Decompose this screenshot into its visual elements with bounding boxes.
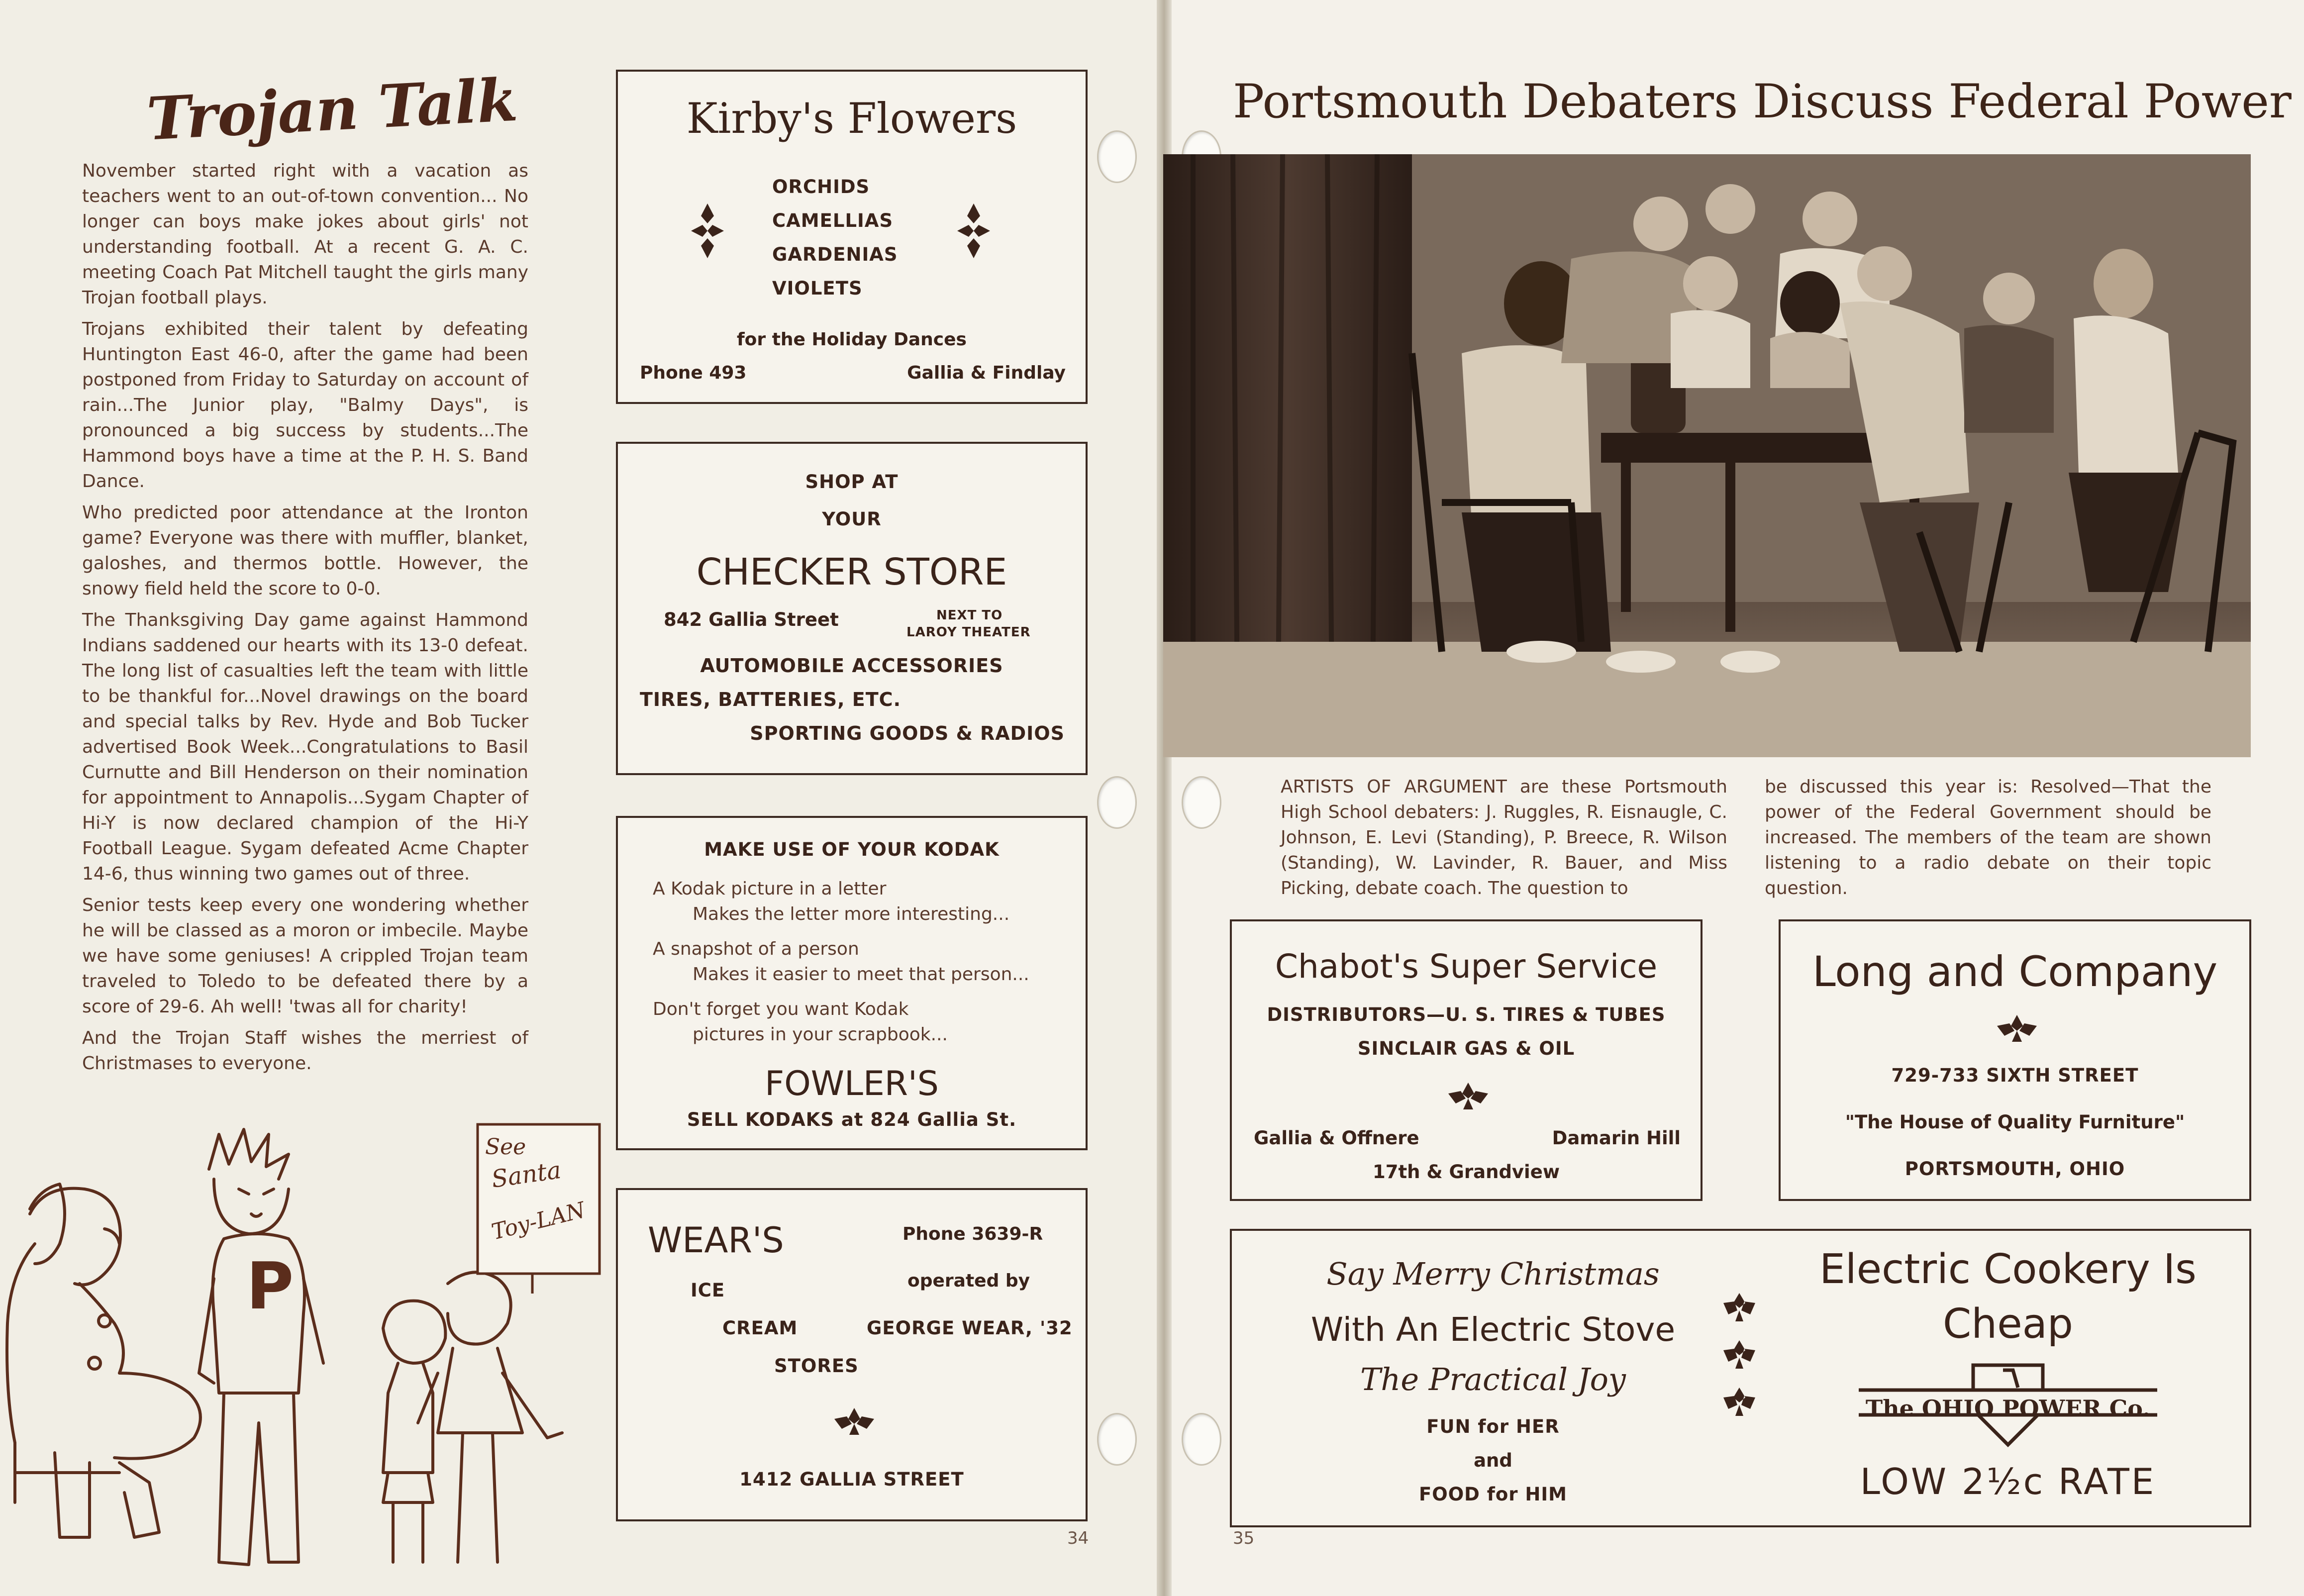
sign-text: See — [485, 1134, 526, 1160]
ad-line: A snapshot of a person — [653, 939, 859, 959]
paragraph: And the Trojan Staff wishes the merriest of Christmases to everyone. — [82, 1028, 528, 1074]
ad-phone: Phone 3639-R — [902, 1224, 1043, 1244]
ad-title: Kirby's Flowers — [686, 94, 1017, 143]
sweater-letter: P — [246, 1248, 294, 1324]
sign-text: Santa — [490, 1156, 563, 1194]
ad-slogan: "The House of Quality Furniture" — [1845, 1111, 2185, 1133]
leaf-ornament-icon — [829, 1404, 879, 1439]
ad-line: FOOD for HIM — [1419, 1484, 1567, 1505]
ad-line: GEORGE WEAR, '32 — [867, 1317, 1073, 1339]
ad-next-to: LAROY THEATER — [906, 625, 1031, 640]
wears-ice-cream-ad — [616, 1188, 1088, 1521]
kirbys-flowers-ad — [616, 70, 1088, 404]
ad-script: The Practical Joy — [1360, 1361, 1626, 1397]
paragraph: Trojans exhibited their talent by defeating Huntington East 46-0, after the game had been postponed from Friday to Saturday on account of rain...The Junior play, "Balmy Days", is pronounced a big success by students...The Hammond boys have a time at the P. H. S. Band Dance. — [82, 319, 528, 492]
ad-phone: Phone 493 — [640, 363, 747, 383]
binder-hole-icon — [1097, 776, 1137, 829]
paragraph: Who predicted poor attendance at the Ironton game? Everyone was there with muffler, blanket, galoshes, and thermos bottle. However, the snowy field held the score to 0-0. — [82, 502, 528, 599]
page-number: 35 — [1233, 1528, 1255, 1548]
column-title: Trojan Talk — [145, 65, 519, 154]
ad-address: 729-733 SIXTH STREET — [1891, 1065, 2139, 1086]
paragraph: The Thanksgiving Day game against Hammond Indians saddened our hearts with its 13-0 defeat. The long list of casualties left the team with little to be thankful for...Novel drawings on the board and special talks by Rev. Hyde and Bob Tucker advertised Book Week...Congratulations to Basil Curnutte and Bill Henderson on their nomination for appointment to Annapolis...Sygam Chapter of Hi-Y is now declared champion of the Hi-Y Football League. Sygam defeated Acme Chapter 14-6, thus winning two games out of three. — [82, 610, 528, 884]
ad-line: Makes it easier to meet that person... — [693, 964, 1029, 985]
flower-ornament-icon — [690, 201, 725, 261]
ad-line: and — [1474, 1450, 1512, 1471]
trojan-talk-column — [82, 158, 528, 1082]
ad-item: GARDENIAS — [772, 244, 898, 265]
ad-line: With An Electric Stove — [1310, 1310, 1676, 1349]
ad-line: Makes the letter more interesting... — [693, 904, 1010, 924]
leaf-column-ornament-icon — [1719, 1291, 1759, 1440]
santa-cartoon-illustration — [0, 1114, 602, 1577]
ad-line: AUTOMOBILE ACCESSORIES — [700, 655, 1003, 677]
paragraph: Senior tests keep every one wondering whether he will be classed as a moron or imbecile. Maybe we have some geniuses! A crippled Trojan team traveled to Toledo to be defeated there by a score of 29-6. Ah well! 'twas all for charity! — [82, 895, 528, 1017]
sign-text: Toy-LAN — [489, 1197, 588, 1245]
ad-line: FUN for HER — [1426, 1416, 1560, 1437]
ad-city: PORTSMOUTH, OHIO — [1904, 1158, 2125, 1180]
ad-location: 17th & Grandview — [1372, 1161, 1560, 1183]
ad-line: SHOP AT — [805, 471, 899, 493]
ad-line: STORES — [774, 1355, 859, 1377]
ad-item: ORCHIDS — [772, 176, 870, 198]
leaf-ornament-icon — [1992, 1011, 2042, 1046]
ad-line: TIRES, BATTERIES, ETC. — [640, 689, 901, 710]
ad-location: Gallia & Offnere — [1254, 1127, 1419, 1149]
ad-line: A Kodak picture in a letter — [653, 879, 887, 899]
ad-title: FOWLER'S — [765, 1064, 939, 1103]
paragraph: November started right with a vacation as teachers went to an out-of-town convention... No longer can boys make jokes about girls' not understanding football. At a recent G. A. C. meeting Coach Pat Mitchell taught the girls many Trojan football plays. — [82, 161, 528, 308]
ad-address: Gallia & Findlay — [907, 363, 1066, 383]
long-and-company-ad — [1779, 919, 2251, 1201]
ad-line: SINCLAIR GAS & OIL — [1357, 1038, 1575, 1059]
page-number: 34 — [1067, 1528, 1089, 1548]
ad-headline: Cheap — [1943, 1300, 2073, 1348]
ad-line: SPORTING GOODS & RADIOS — [750, 722, 1065, 744]
ad-headline: Electric Cookery Is — [1819, 1246, 2197, 1293]
flower-ornament-icon — [956, 201, 991, 261]
photo-caption-left: ARTISTS OF ARGUMENT are these Portsmouth High School debaters: J. Ruggles, R. Eisnaugle, C. Johnson, E. Levi (Standing), P. Breece, R. Wilson (Standing), W. Lavinder, R. Bauer, and Miss Picking, debate coach. The question to — [1281, 777, 1727, 898]
binder-hole-icon — [1097, 1413, 1137, 1466]
fowlers-kodak-ad — [616, 816, 1088, 1150]
ad-line: Don't forget you want Kodak — [653, 999, 909, 1019]
ad-next-to: NEXT TO — [936, 608, 1003, 623]
logo-text: The OHIO POWER Co. — [1865, 1395, 2151, 1422]
ad-address: 1412 GALLIA STREET — [739, 1469, 964, 1490]
ad-footer: SELL KODAKS at 824 Gallia St. — [687, 1109, 1017, 1130]
ad-item: CAMELLIAS — [772, 210, 894, 231]
binder-hole-icon — [1097, 130, 1137, 183]
leaf-ornament-icon — [1443, 1079, 1493, 1113]
chabots-super-service-ad — [1230, 919, 1703, 1201]
ad-tagline: for the Holiday Dances — [737, 329, 967, 350]
ad-title: Long and Company — [1812, 947, 2218, 996]
ad-line: ICE — [691, 1280, 725, 1301]
binder-hole-icon — [1182, 776, 1221, 829]
ad-heading: MAKE USE OF YOUR KODAK — [704, 839, 1000, 860]
ad-title: Chabot's Super Service — [1275, 947, 1658, 986]
photo-caption-right: be discussed this year is: Resolved—That the power of the Federal Government should be increased. The members of the team are shown listening to a radio debate on their topic question. — [1765, 777, 2211, 898]
ad-rate: LOW 2½c RATE — [1860, 1461, 2156, 1502]
ad-line: CREAM — [722, 1317, 798, 1339]
ad-title: CHECKER STORE — [696, 551, 1007, 594]
ad-location: Damarin Hill — [1552, 1127, 1681, 1149]
binder-hole-icon — [1182, 1413, 1221, 1466]
ad-street: 842 Gallia Street — [664, 609, 839, 630]
page-headline: Portsmouth Debaters Discuss Federal Power — [1233, 75, 2292, 129]
ad-line: DISTRIBUTORS—U. S. TIRES & TUBES — [1267, 1004, 1666, 1025]
ad-item: VIOLETS — [772, 278, 863, 299]
ohio-power-electric-ad — [1230, 1229, 2251, 1527]
ad-line: operated by — [907, 1271, 1030, 1291]
checker-store-ad — [616, 442, 1088, 775]
ad-line: YOUR — [822, 508, 882, 530]
ad-title: WEAR'S — [648, 1220, 784, 1261]
ad-line: pictures in your scrapbook... — [693, 1024, 948, 1045]
ad-script: Say Merry Christmas — [1326, 1256, 1660, 1292]
debaters-photo — [1163, 154, 2251, 757]
